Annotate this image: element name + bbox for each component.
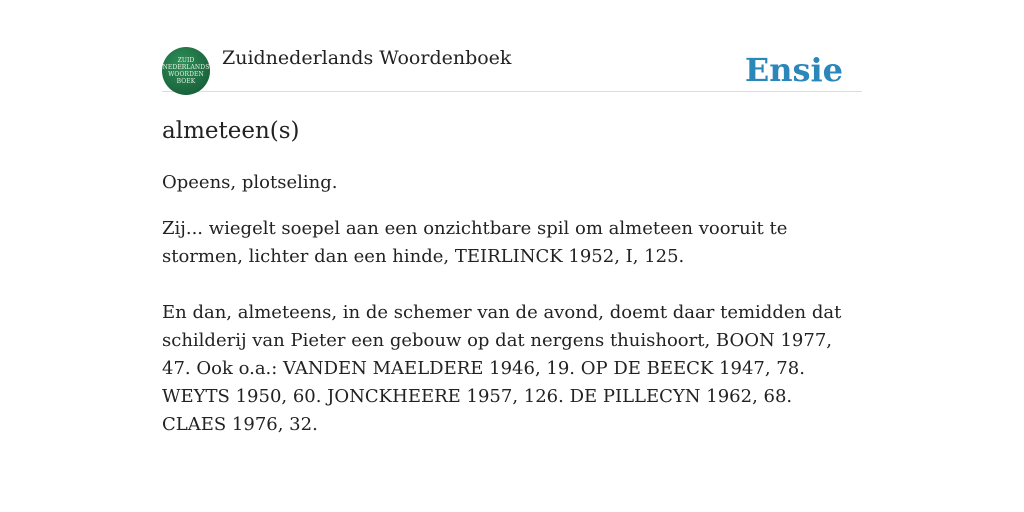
entry-example: Zij... wiegelt soepel aan een onzichtbare spil om almeteen vooruit te stormen, lichter dan een hinde, TEIRLINCK 1952, I, 125. [162,218,788,267]
dictionary-logo[interactable] [162,47,210,95]
logo-text-line: WOORDEN [168,71,204,78]
logo-text-line: ZUID [177,57,195,64]
entry-definition: Opeens, plotseling. [162,172,338,193]
logo-text-line: BOEK [176,78,196,85]
entry-title: almeteen(s) [162,118,300,144]
brand-logo-link[interactable]: Ensie [744,51,843,89]
header [162,44,862,92]
logo-text-line: NEDERLANDS [162,64,210,71]
site-name-link[interactable]: Zuidnederlands Woordenboek [222,47,512,69]
entry-example: En dan, almeteens, in de schemer van de avond, doemt daar temidden dat schilderij van Pieter een gebouw op dat nergens thuishoort, BOON 1977, 47. Ook o.a.: VANDEN MAELDERE 1946, 19. OP DE BEECK 1947, 78. WEYTS 1950, 60. JONCKHEERE 1957, 126. DE PILLECYN 1962, 68. CLAES 1976, 32. [162,302,842,435]
